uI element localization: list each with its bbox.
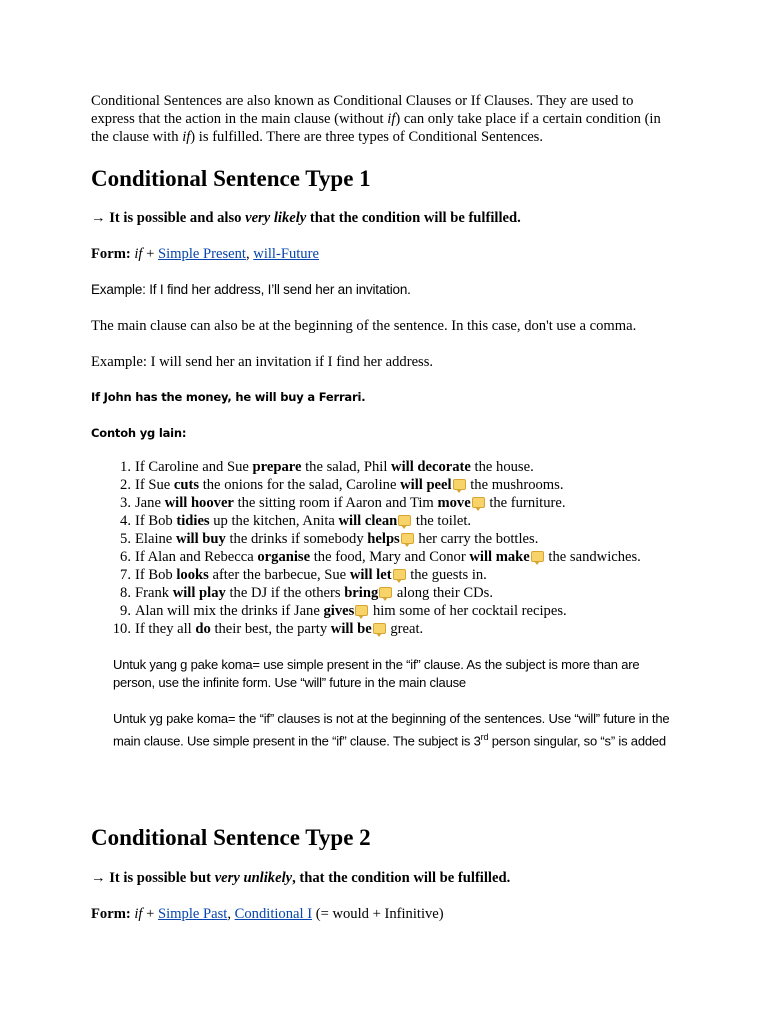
note-no-comma: Untuk yang g pake koma= use simple present in the “if” clause. As the subject is more than are person, use the infinite form. Use “will” future in the main clause <box>113 657 640 690</box>
simple-present-link[interactable]: Simple Present <box>158 246 246 262</box>
sentence-text: Frank <box>135 585 173 601</box>
likelihood-emphasis: very likely <box>245 210 307 226</box>
type2-heading: Conditional Sentence Type 2 <box>91 825 371 850</box>
list-item <box>113 494 641 512</box>
emphasis-verb: will hoover <box>164 495 234 511</box>
emphasis-verb: looks <box>176 567 209 583</box>
sentence-text: the DJ if the others <box>225 585 345 601</box>
type1-example1: Example: If I find her address, I’ll send her an invitation. <box>91 282 411 297</box>
john-example: If John has the money, he will buy a Ferrari. <box>91 390 366 404</box>
list-item <box>113 602 641 620</box>
note-text: Untuk yg pake koma= the “if” clauses is not at the beginning of the sentences. Use “will” future in the main clause. Use simple present in the “if” clause. The subject is 3 <box>113 711 670 749</box>
emphasis-verb: bring <box>344 585 379 601</box>
likelihood-text: It is possible and also <box>105 210 246 226</box>
emphasis-verb: move <box>437 495 471 511</box>
likelihood-text: that the condition will be fulfilled. <box>306 210 521 226</box>
list-item <box>113 476 641 494</box>
contoh-label: Contoh yg lain: <box>91 426 187 440</box>
emphasis-verb: helps <box>367 531 400 547</box>
form-if: if <box>130 906 143 922</box>
sentence-text: their best, the party <box>210 621 331 637</box>
sentence-text: the food, Mary and Conor <box>310 549 470 565</box>
note-text: person singular, so “s” is added <box>488 733 666 749</box>
simple-past-link[interactable]: Simple Past <box>158 906 228 922</box>
type1-example2: Example: I will send her an invitation if I find her address. <box>91 354 434 370</box>
arrow-icon: → <box>91 210 106 226</box>
sentence-text: If Sue <box>135 477 174 493</box>
sentence-text: him some of her cocktail recipes. <box>369 603 567 619</box>
intro-if: if <box>387 111 396 127</box>
sentence-text: the house. <box>470 459 534 475</box>
intro-text: Conditional Sentences are also known as Conditional Clauses or If Clauses. They are used to express that the action in the main clause (without <box>91 93 634 127</box>
emphasis-verb: gives <box>323 603 355 619</box>
sentence-text: If Caroline and Sue <box>135 459 253 475</box>
form-label: Form: <box>91 906 131 922</box>
sentence-text: If Bob <box>135 513 177 529</box>
likelihood-text: , that the condition will be fulfilled. <box>292 870 511 886</box>
emphasis-verb: will play <box>172 585 226 601</box>
sentence-text: great. <box>386 621 424 637</box>
note-superscript: rd <box>480 732 489 742</box>
main-clause-note: The main clause can also be at the beginning of the sentence. In this case, don't use a comma. <box>91 318 637 334</box>
sentence-text: the drinks if somebody <box>225 531 368 547</box>
sentence-text: Elaine <box>135 531 176 547</box>
list-item <box>113 548 641 566</box>
sentence-text: If Alan and Rebecca <box>135 549 258 565</box>
list-number: 1. <box>120 459 131 475</box>
list-number: 2. <box>120 477 131 493</box>
type1-heading: Conditional Sentence Type 1 <box>91 166 371 191</box>
form-if: if <box>130 246 143 262</box>
comment-bubble-icon[interactable] <box>379 587 392 598</box>
list-item <box>113 584 641 602</box>
comment-bubble-icon[interactable] <box>472 497 485 508</box>
emphasis-verb: organise <box>257 549 311 565</box>
type2-form <box>91 905 444 923</box>
will-future-link[interactable]: will-Future <box>253 246 319 262</box>
sentence-text: the sandwiches. <box>544 549 641 565</box>
form-plus: + <box>142 246 159 262</box>
likelihood-text: It is possible but <box>105 870 215 886</box>
sentence-text: up the kitchen, Anita <box>209 513 339 529</box>
type1-form <box>91 245 319 263</box>
comment-bubble-icon[interactable] <box>355 605 368 616</box>
intro-text: ) is fulfilled. There are three types of Conditional Sentences. <box>190 129 544 145</box>
list-number: 8. <box>120 585 131 601</box>
comment-bubble-icon[interactable] <box>398 515 411 526</box>
sentence-text: the toilet. <box>412 513 472 529</box>
sentence-text: If Bob <box>135 567 177 583</box>
form-comma: , <box>245 246 254 262</box>
list-number: 4. <box>120 513 131 529</box>
example-list <box>91 458 641 638</box>
sentence-text: Alan will mix the drinks if Jane <box>135 603 324 619</box>
list-item <box>113 566 641 584</box>
conditional-i-link[interactable]: Conditional I <box>234 906 313 922</box>
emphasis-verb: prepare <box>252 459 302 475</box>
sentence-text: the furniture. <box>485 495 566 511</box>
form-plus: + <box>142 906 159 922</box>
comment-bubble-icon[interactable] <box>393 569 406 580</box>
list-number: 5. <box>120 531 131 547</box>
comment-bubble-icon[interactable] <box>531 551 544 562</box>
intro-paragraph <box>91 92 671 146</box>
list-item <box>113 512 641 530</box>
list-number: 7. <box>120 567 131 583</box>
form-label: Form: <box>91 246 131 262</box>
sentence-text: her carry the bottles. <box>414 531 539 547</box>
sentence-text: the guests in. <box>406 567 487 583</box>
intro-text: ) can only take place if a certain condition (in the clause with <box>91 111 661 145</box>
list-number: 10. <box>112 621 131 637</box>
sentence-text: If they all <box>135 621 196 637</box>
comment-bubble-icon[interactable] <box>453 479 466 490</box>
intro-if: if <box>182 129 191 145</box>
emphasis-verb: will be <box>330 621 372 637</box>
sentence-text: the salad, Phil <box>301 459 392 475</box>
emphasis-verb: will buy <box>175 531 226 547</box>
sentence-text: after the barbecue, Sue <box>208 567 350 583</box>
emphasis-verb: cuts <box>173 477 200 493</box>
sentence-text: the mushrooms. <box>466 477 564 493</box>
emphasis-verb: will decorate <box>391 459 471 475</box>
list-item <box>113 620 641 638</box>
sentence-text: the onions for the salad, Caroline <box>199 477 401 493</box>
arrow-icon: → <box>91 870 106 886</box>
list-number: 6. <box>120 549 131 565</box>
sentence-text: along their CDs. <box>393 585 493 601</box>
emphasis-verb: will make <box>469 549 530 565</box>
list-number: 9. <box>120 603 131 619</box>
list-number: 3. <box>120 495 131 511</box>
sentence-text: Jane <box>135 495 165 511</box>
emphasis-verb: will clean <box>338 513 398 529</box>
list-item <box>113 458 641 476</box>
type2-likelihood <box>91 869 510 887</box>
comment-bubble-icon[interactable] <box>401 533 414 544</box>
form-comma: , <box>227 906 235 922</box>
emphasis-verb: will let <box>349 567 392 583</box>
emphasis-verb: do <box>195 621 211 637</box>
type1-likelihood <box>91 209 521 227</box>
form-tail: (= would + Infinitive) <box>312 906 444 922</box>
comment-bubble-icon[interactable] <box>373 623 386 634</box>
emphasis-verb: will peel <box>400 477 452 493</box>
sentence-text: the sitting room if Aaron and Tim <box>233 495 438 511</box>
emphasis-verb: tidies <box>176 513 210 529</box>
list-item <box>113 530 641 548</box>
likelihood-emphasis: very unlikely <box>214 870 293 886</box>
note-with-comma <box>113 710 673 750</box>
